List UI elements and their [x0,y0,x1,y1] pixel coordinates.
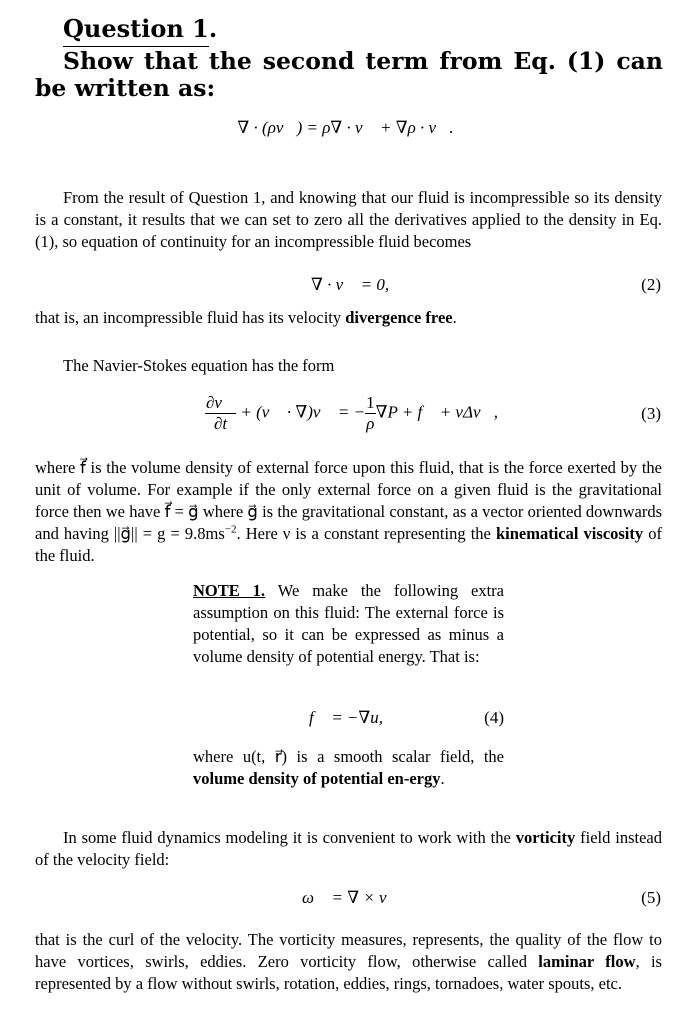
equation-3 [0,393,691,443]
equation-4 [193,708,504,732]
eq3-lhs-numerator: ∂v⃗ [206,393,236,412]
eq3-rhs: ∇P + f⃗ + νΔv⃗, [375,402,498,422]
equation-identity: ∇ · (ρv⃗) = ρ∇ · v⃗ + ∇ρ · v⃗. [237,118,454,137]
kinematical-viscosity-bold: kinematical viscosity [495,524,644,543]
note-where [193,746,504,790]
question-prompt [35,48,663,102]
potential-energy-bold: volume density of potential en-ergy [193,769,441,788]
eq3-middle: + (v⃗ · ∇)v⃗ = − [240,402,366,422]
note-where-text: where u(t, r⃗) is a smooth scalar field, the [193,747,504,766]
laminar-flow-bold: laminar flow [538,952,636,971]
force-text-3: of the fluid. [35,524,662,565]
equation-2-number: (2) [641,275,661,294]
curl-text-2: , is represented by a flow without swirls, rotation, eddies, rings, tornadoes, water spouts, etc. [35,952,662,993]
paragraph-external-force [35,457,662,567]
note-text: We make the following extra assumption on this fluid: The external force is potential, so it can be expressed as minus a volume density of potential energy. That is: [193,581,504,666]
vorticity-end: field instead of the velocity field: [35,828,662,869]
eq3-rhs-numerator: 1 [366,393,375,412]
divergence-bold: divergence free [345,308,453,327]
vorticity-text: In some fluid dynamics modeling it is convenient to work with the [63,828,516,847]
question-prompt-line1: Show that the second term from Eq. (1) can [63,47,663,75]
vorticity-bold: vorticity [515,828,576,847]
paragraph-curl [35,929,662,995]
equation-3-number: (3) [641,404,661,423]
paragraph-continuity-text: From the result of Question 1, and knowing that our fluid is incompressible so its density is a constant, it results that we can set to zero all the derivatives applied to the density in Eq. (1), so equation of continuity for an incompressible fluid becomes [35,188,662,251]
force-text-1: where f⃗ is the volume density of external force upon this fluid, that is the force exerted by the unit of volume. For example if the only external force on a given fluid is the gravitational force then we have f⃗ = g⃗ where g⃗ is the gravitational constant, as a vector oriented downwards and having ||g⃗|| = g = 9.8ms [35,458,662,543]
divergence-end: . [452,308,457,327]
equation-4-number: (4) [484,708,504,727]
eq3-lhs-fraction [205,393,236,434]
paragraph-continuity [35,187,662,253]
note-where-end: . [440,769,445,788]
force-text-2: . Here ν is a constant representing the [236,524,496,543]
equation-2-body: ∇ · v⃗ = 0, [311,275,390,294]
eq3-rhs-fraction [365,393,376,434]
eq3-lhs-denominator: ∂t [214,414,228,433]
question-prompt-line2: be written as: [35,74,216,102]
paragraph-vorticity [35,827,662,871]
eq3-rhs-denominator: ρ [366,414,375,433]
question-heading: Question 1. [63,14,218,43]
equation-5-body: ω⃗ = ∇ × v⃗ [302,888,400,907]
equation-4-body: f⃗ = −∇u, [309,708,384,727]
divergence-text: that is, an incompressible fluid has its velocity [35,308,346,327]
note-1-block [193,580,504,668]
curl-text-1: that is the curl of the velocity. The vorticity measures, represents, the quality of the flow to have vortices, swirls, eddies. Zero vorticity flow, otherwise called [35,930,662,971]
note-label: NOTE 1. [193,581,266,600]
paragraph-ns-intro: The Navier-Stokes equation has the form [63,356,335,375]
paragraph-divergence [35,307,662,329]
force-exponent: −2 [224,523,237,536]
equation-5-number: (5) [641,888,661,907]
